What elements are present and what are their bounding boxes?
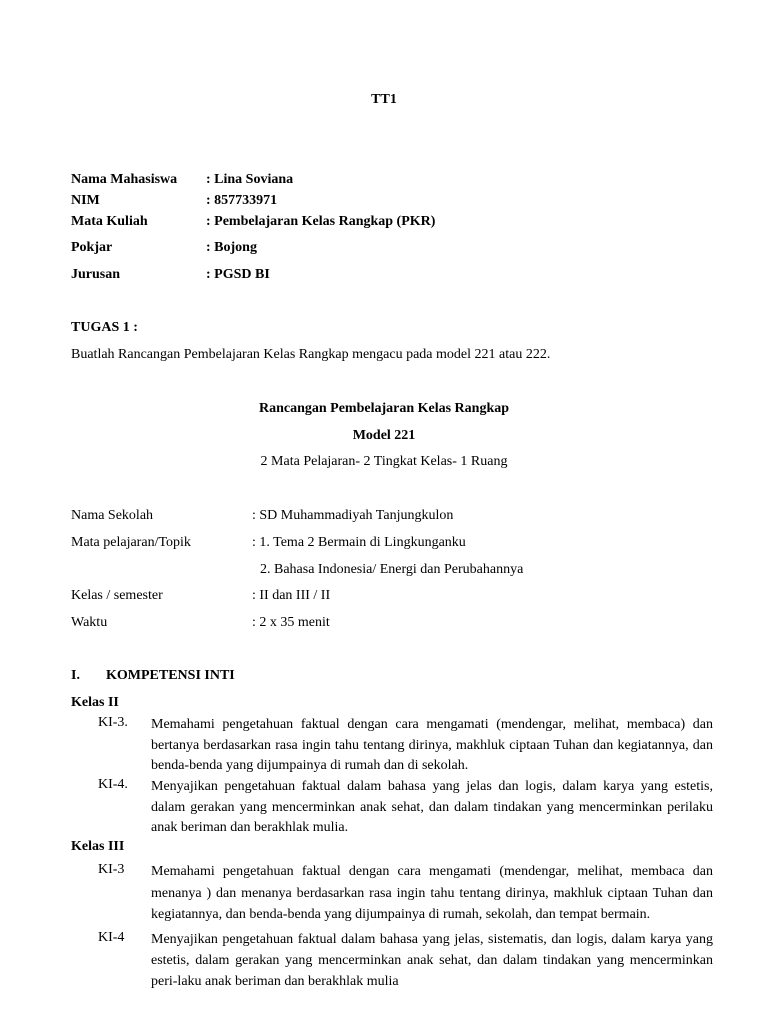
kelas-3-ki4-code: KI-4 xyxy=(98,930,125,945)
task-instruction: Buatlah Rancangan Pembelajaran Kelas Rangkap mengacu pada model 221 atau 222. xyxy=(71,347,551,362)
kelas-3-heading: Kelas III xyxy=(71,839,125,854)
school-name-label: Nama Sekolah xyxy=(71,508,154,523)
class-semester-label: Kelas / semester xyxy=(71,588,163,603)
class-semester-value: : II dan III / II xyxy=(252,588,331,603)
major-value: : PGSD BI xyxy=(206,267,270,282)
kelas-2-heading: Kelas II xyxy=(71,695,119,710)
time-value: : 2 x 35 menit xyxy=(252,615,330,630)
time-label: Waktu xyxy=(71,615,108,630)
kelas-2-ki3-text: Memahami pengetahuan faktual dengan cara mengamati (mendengar, melihat, membaca) dan bertanya berdasarkan rasa ingin tahu tentang dirinya, makhluk ciptaan Tuhan dan kegiatannya, dan benda-benda yang dijumpainya di rumah dan di sekolah. xyxy=(151,717,713,773)
kelas-3-ki3-text: Memahami pengetahuan faktual dengan cara mengamati (mendengar, melihat, membaca dan menanya ) dan menanya berdasarkan rasa ingin tahu tentang dirinya, makhluk ciptaan Tuhan dan kegiatannya, dan benda-benda yang dijumpainya di rumah, sekolah, dan tempat bermain. xyxy=(151,864,713,922)
kelas-2-ki3-code: KI-3. xyxy=(98,715,128,730)
kelas-2-ki4-code: KI-4. xyxy=(98,777,128,792)
course-label: Mata Kuliah xyxy=(71,214,148,229)
document-title: TT1 xyxy=(371,92,397,107)
kelas-3-ki4-text: Menyajikan pengetahuan faktual dalam bahasa yang jelas, sistematis, dan logis, dalam karya yang estetis, dalam gerakan yang mencerminkan anak sehat, dan dalam tindakan yang mencerminkan peri-laku anak beriman dan berakhlak mulia xyxy=(151,932,713,989)
pokjar-label: Pokjar xyxy=(71,240,113,255)
plan-subtitle: 2 Mata Pelajaran- 2 Tingkat Kelas- 1 Ruang xyxy=(260,454,508,469)
student-name-label: Nama Mahasiswa xyxy=(71,172,178,187)
section-number: I. xyxy=(71,668,80,683)
section-title: KOMPETENSI INTI xyxy=(106,668,235,683)
subject-value-2: 2. Bahasa Indonesia/ Energi dan Perubahannya xyxy=(260,562,524,577)
plan-model: Model 221 xyxy=(352,428,416,443)
major-label: Jurusan xyxy=(71,267,121,282)
course-value: : Pembelajaran Kelas Rangkap (PKR) xyxy=(206,214,436,229)
kelas-3-ki3-code: KI-3 xyxy=(98,862,125,877)
school-name-value: : SD Muhammadiyah Tanjungkulon xyxy=(252,508,454,523)
subject-label: Mata pelajaran/Topik xyxy=(71,535,191,550)
kelas-2-ki4-text: Menyajikan pengetahuan faktual dalam bahasa yang jelas dan logis, dalam karya yang estetis, dalam gerakan yang mencerminkan anak sehat, dan dalam tindakan yang mencerminkan perilaku anak beriman dan berakhlak mulia. xyxy=(151,779,713,835)
plan-title: Rancangan Pembelajaran Kelas Rangkap xyxy=(258,401,510,416)
student-nim-value: : 857733971 xyxy=(206,193,278,208)
task-heading: TUGAS 1 : xyxy=(71,320,138,335)
subject-value-1: : 1. Tema 2 Bermain di Lingkunganku xyxy=(252,535,466,550)
student-nim-label: NIM xyxy=(71,193,100,208)
pokjar-value: : Bojong xyxy=(206,240,257,255)
student-name-value: : Lina Soviana xyxy=(206,172,294,187)
